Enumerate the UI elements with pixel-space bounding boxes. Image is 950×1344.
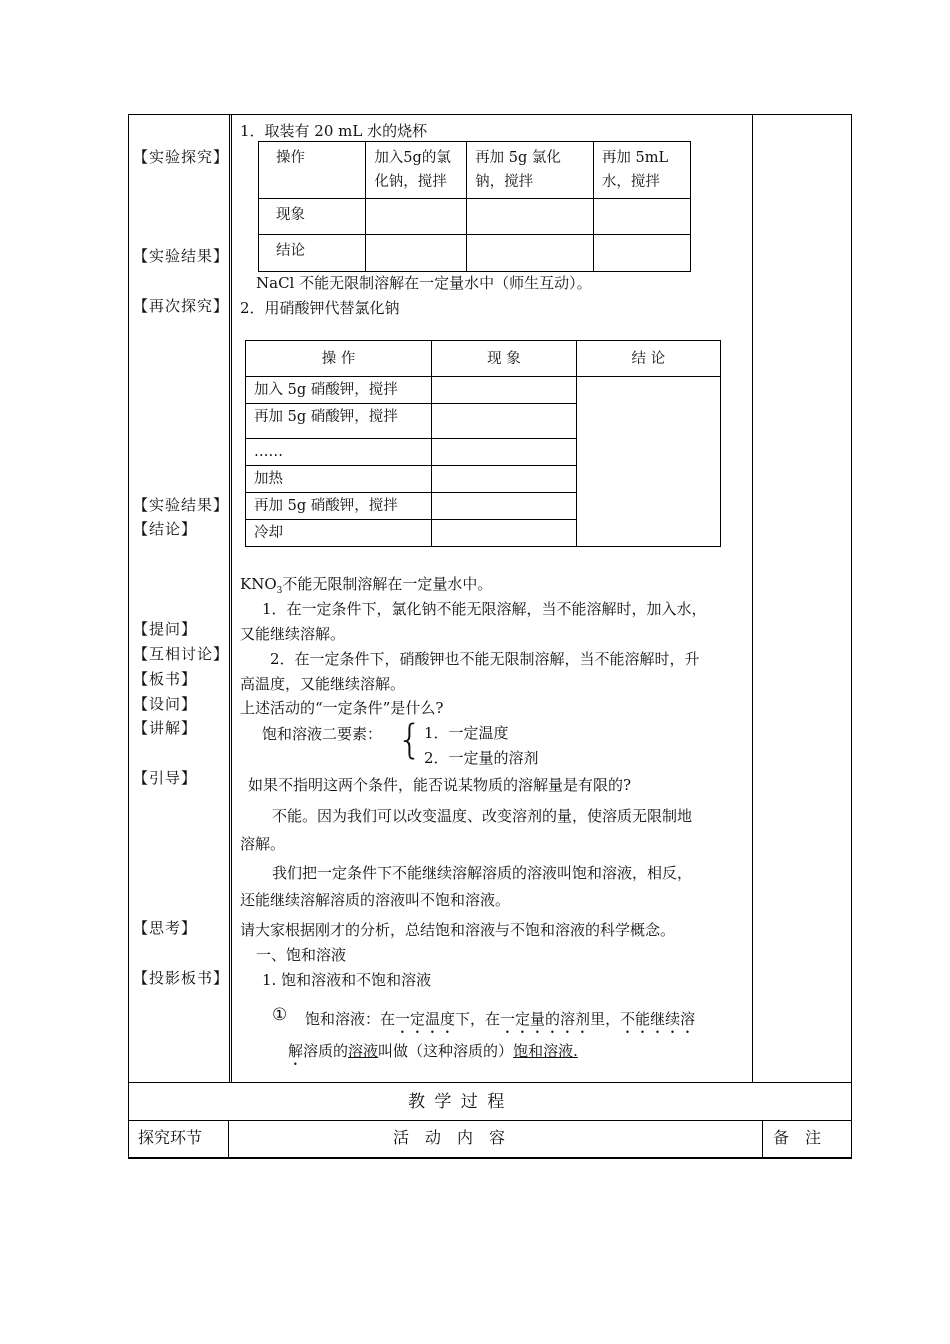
tag-guide: 【引导】	[133, 769, 198, 787]
exp2-header-conclusion: 结 论	[576, 341, 720, 377]
exp1-header-add5g-again: 再加 5g 氯化钠，搅拌	[467, 142, 594, 199]
exp1-title: 1．取装有 20 mL 水的烧杯	[240, 122, 428, 140]
two-elements-2: 2．一定量的溶剂	[424, 749, 539, 767]
tag-experiment-explore: 【实验探究】	[133, 148, 230, 166]
concept-text: 饱和溶液：在	[305, 1010, 396, 1028]
concept-text: 叫做（这种溶质的）	[378, 1042, 514, 1060]
subsection-heading: 1. 饱和溶液和不饱和溶液	[262, 971, 432, 989]
exp1-row-conclusion: 结论	[259, 235, 366, 272]
concept-emphasis-solvent: 一定量的溶剂	[500, 1010, 591, 1028]
concept-line-a	[305, 1008, 695, 1037]
col-header-note: 备 注	[773, 1128, 822, 1147]
tag-board: 【板书】	[133, 670, 198, 688]
exp1-cell	[467, 199, 594, 235]
exp2-row-op: 加入 5g 硝酸钾，搅拌	[246, 377, 432, 404]
answer-line-b: 溶解。	[240, 835, 286, 853]
exp2-title: 2．用硝酸钾代替氯化钠	[240, 299, 400, 317]
tag-question: 【提问】	[133, 620, 198, 638]
exp2-cell	[432, 377, 576, 404]
concept-underline-saturated: 饱和溶液.	[513, 1042, 578, 1060]
footer-col-divider-2	[762, 1120, 763, 1158]
footer-col-divider-1	[228, 1120, 229, 1158]
exp2-header-op: 操 作	[246, 341, 432, 377]
exp1-header-add5g: 加入5g的氯化钠，搅拌	[366, 142, 467, 199]
exp2-row-op: 再加 5g 硝酸钾，搅拌	[246, 493, 432, 520]
definition-line-a: 我们把一定条件下不能继续溶解溶质的溶液叫饱和溶液，相反，	[272, 864, 693, 882]
two-elements-label: 饱和溶液二要素：	[262, 725, 383, 743]
tag-conclusion: 【结论】	[133, 520, 198, 538]
frame-right	[851, 114, 852, 1158]
exp1-header-add5ml: 再加 5mL 水，搅拌	[593, 142, 690, 199]
tag-ask: 【设问】	[133, 695, 198, 713]
tag-discussion: 【互相讨论】	[133, 645, 230, 663]
exp1-result: NaCl 不能无限制溶解在一定量水中（师生互动）。	[256, 274, 592, 292]
circled-number-one: ①	[272, 1005, 288, 1025]
exp2-conclusion-cell	[576, 377, 720, 547]
point2-line-b: 高温度，又能继续溶解。	[240, 675, 406, 693]
exp1-cell	[366, 235, 467, 272]
concept-text: 溶质的	[303, 1042, 349, 1060]
kno3-line	[240, 573, 492, 596]
answer-line-a: 不能。因为我们可以改变温度、改变溶剂的量，使溶质无限制地	[272, 807, 693, 825]
exp2-cell	[432, 466, 576, 493]
concept-text: 下，在	[455, 1010, 501, 1028]
tag-experiment-result-2: 【实验结果】	[133, 496, 230, 514]
process-title: 教 学 过 程	[408, 1092, 507, 1112]
concept-underline-solution: 溶液	[348, 1042, 379, 1060]
concept-emphasis-temperature: 一定温度	[395, 1010, 456, 1028]
concept-emphasis-dissolve: 溶	[680, 1010, 696, 1028]
kno3-formula: KNO	[240, 575, 277, 593]
tag-projection-board: 【投影板书】	[133, 969, 230, 987]
brace-icon: {	[397, 717, 423, 763]
exp1-cell	[593, 235, 690, 272]
frame-bottom	[128, 1157, 852, 1159]
point2-line-a: 2．在一定条件下，硝酸钾也不能无限制溶解，当不能溶解时，升	[270, 650, 700, 668]
divider-left-col	[229, 114, 230, 1082]
tag-explore-again: 【再次探究】	[133, 297, 230, 315]
concept-emphasis-jie: 解	[288, 1042, 304, 1060]
kno3-text: 不能无限制溶解在一定量水中。	[282, 575, 493, 593]
point1-line-b: 又能继续溶解。	[240, 625, 346, 643]
guide-line: 如果不指明这两个条件，能否说某物质的溶解量是有限的?	[248, 776, 632, 794]
exp2-cell	[432, 404, 576, 439]
question-line: 上述活动的“一定条件”是什么?	[240, 699, 444, 717]
concept-line-b	[288, 1040, 578, 1069]
tag-think: 【思考】	[133, 919, 198, 937]
exp1-header-op: 操作	[259, 142, 366, 199]
exp2-row-op: 再加 5g 硝酸钾，搅拌	[246, 404, 432, 439]
divider-process-top	[128, 1082, 852, 1083]
exp2-cell	[432, 439, 576, 466]
exp2-cell	[432, 520, 576, 547]
exp1-cell	[467, 235, 594, 272]
point1-line-a: 1．在一定条件下，氯化钠不能无限溶解，当不能溶解时，加入水，	[262, 600, 707, 618]
exp2-row-op: 冷却	[246, 520, 432, 547]
concept-emphasis-cannot: 不能继续	[620, 1010, 681, 1028]
divider-right-col	[752, 114, 753, 1082]
kno3-subscript: 3	[276, 586, 283, 596]
exp2-row-op: ……	[246, 439, 432, 466]
col-header-content: 活 动 内 容	[393, 1128, 506, 1147]
concept-text: 里，	[590, 1010, 621, 1028]
exp2-header-phenomenon: 现 象	[432, 341, 576, 377]
exp1-cell	[593, 199, 690, 235]
tag-experiment-result: 【实验结果】	[133, 247, 230, 265]
divider-process-bottom	[128, 1120, 852, 1121]
exp1-row-phenomenon: 现象	[259, 199, 366, 235]
exp1-table	[258, 141, 691, 272]
frame-top	[128, 114, 852, 115]
definition-line-b: 还能继续溶解溶质的溶液叫不饱和溶液。	[240, 891, 511, 909]
exp2-cell	[432, 493, 576, 520]
two-elements-1: 1．一定温度	[424, 724, 509, 742]
tag-explain: 【讲解】	[133, 719, 198, 737]
section-heading: 一、饱和溶液	[256, 946, 347, 964]
exp2-row-op: 加热	[246, 466, 432, 493]
frame-left	[128, 114, 129, 1158]
think-line: 请大家根据刚才的分析，总结饱和溶液与不饱和溶液的科学概念。	[240, 921, 676, 939]
exp2-table	[245, 340, 721, 547]
col-header-step: 探究环节	[138, 1128, 203, 1147]
exp1-cell	[366, 199, 467, 235]
divider-left-col-2	[231, 114, 232, 1082]
